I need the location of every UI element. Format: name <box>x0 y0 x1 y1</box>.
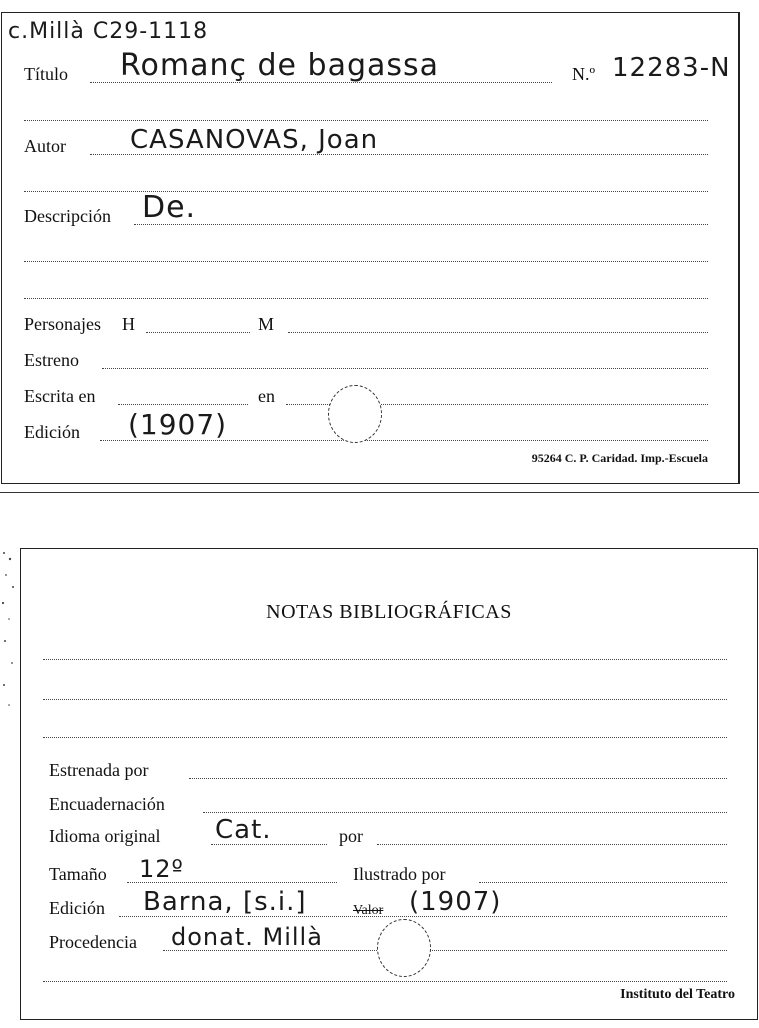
valor-label: Valor <box>353 903 384 918</box>
edicion-value: (1907) <box>128 408 228 441</box>
escrita-label: Escrita en <box>24 386 96 406</box>
edicion-back-row <box>43 887 727 923</box>
encuadernacion-line <box>203 812 727 813</box>
edicion-back-value: Barna, [s.i.] <box>143 887 307 917</box>
encuadernacion-row <box>43 789 727 819</box>
hombres-label: H <box>122 314 135 334</box>
back-card <box>20 548 758 1020</box>
notes-line-1 <box>43 659 727 660</box>
tamano-label: Tamaño <box>49 864 107 884</box>
punch-hole <box>328 385 382 443</box>
mujeres-line <box>288 332 708 333</box>
descripcion-line <box>134 224 708 225</box>
estreno-line <box>102 368 708 369</box>
autor-extra-line <box>24 191 708 192</box>
procedencia-label: Procedencia <box>49 932 137 952</box>
catalog-annotation: c.Millà C29-1118 <box>8 19 209 44</box>
titulo-label: Título <box>24 64 68 84</box>
numero-value: 12283-N <box>612 53 731 83</box>
estrenada-line <box>189 778 727 779</box>
escrita-line <box>118 404 248 405</box>
notes-line-2 <box>43 699 727 700</box>
front-card <box>1 12 740 484</box>
printer-imprint: 95264 C. P. Caridad. Imp.-Escuela <box>531 451 708 465</box>
separator-line <box>0 492 759 493</box>
tamano-row <box>43 855 727 889</box>
notas-title: NOTAS BIBLIOGRÁFICAS <box>266 601 512 623</box>
institution-label: Instituto del Teatro <box>620 987 735 1002</box>
ilustrado-line <box>479 882 727 883</box>
estreno-label: Estreno <box>24 350 79 370</box>
autor-label: Autor <box>24 136 66 156</box>
idioma-value: Cat. <box>215 815 272 845</box>
encuadernacion-label: Encuadernación <box>49 794 165 814</box>
personajes-label: Personajes <box>24 314 101 334</box>
edicion-label: Edición <box>24 422 80 442</box>
ilustrado-label: Ilustrado por <box>353 864 446 884</box>
punch-hole-back <box>377 919 431 977</box>
estreno-row <box>24 345 708 375</box>
descripcion-extra-line-2 <box>24 298 708 299</box>
descripcion-label: Descripción <box>24 206 111 226</box>
titulo-extra-line <box>24 120 708 121</box>
valor-value: (1907) <box>409 887 502 917</box>
descripcion-value: De. <box>142 190 197 225</box>
descripcion-row <box>24 190 708 231</box>
edicion-back-label: Edición <box>49 898 105 918</box>
autor-row <box>24 125 708 161</box>
numero-label: N.º <box>572 64 596 84</box>
descripcion-extra-line-1 <box>24 261 708 262</box>
idioma-row <box>43 815 727 851</box>
procedencia-value: donat. Millà <box>171 923 323 951</box>
titulo-row <box>24 48 731 89</box>
tamano-value: 12º <box>139 855 184 883</box>
idioma-por-label: por <box>339 826 363 846</box>
personajes-row <box>24 309 708 339</box>
escrita-en-label: en <box>258 386 275 406</box>
footer-line <box>43 981 727 982</box>
titulo-value: Romanç de bagassa <box>120 48 440 83</box>
estrenada-label: Estrenada por <box>49 760 149 780</box>
idioma-label: Idioma original <box>49 826 161 846</box>
scan-noise <box>0 545 18 715</box>
hombres-line <box>146 332 250 333</box>
mujeres-label: M <box>258 314 275 334</box>
estrenada-row <box>43 755 727 785</box>
autor-value: CASANOVAS, Joan <box>130 125 379 155</box>
notes-line-3 <box>43 737 727 738</box>
idioma-por-line <box>377 844 727 845</box>
